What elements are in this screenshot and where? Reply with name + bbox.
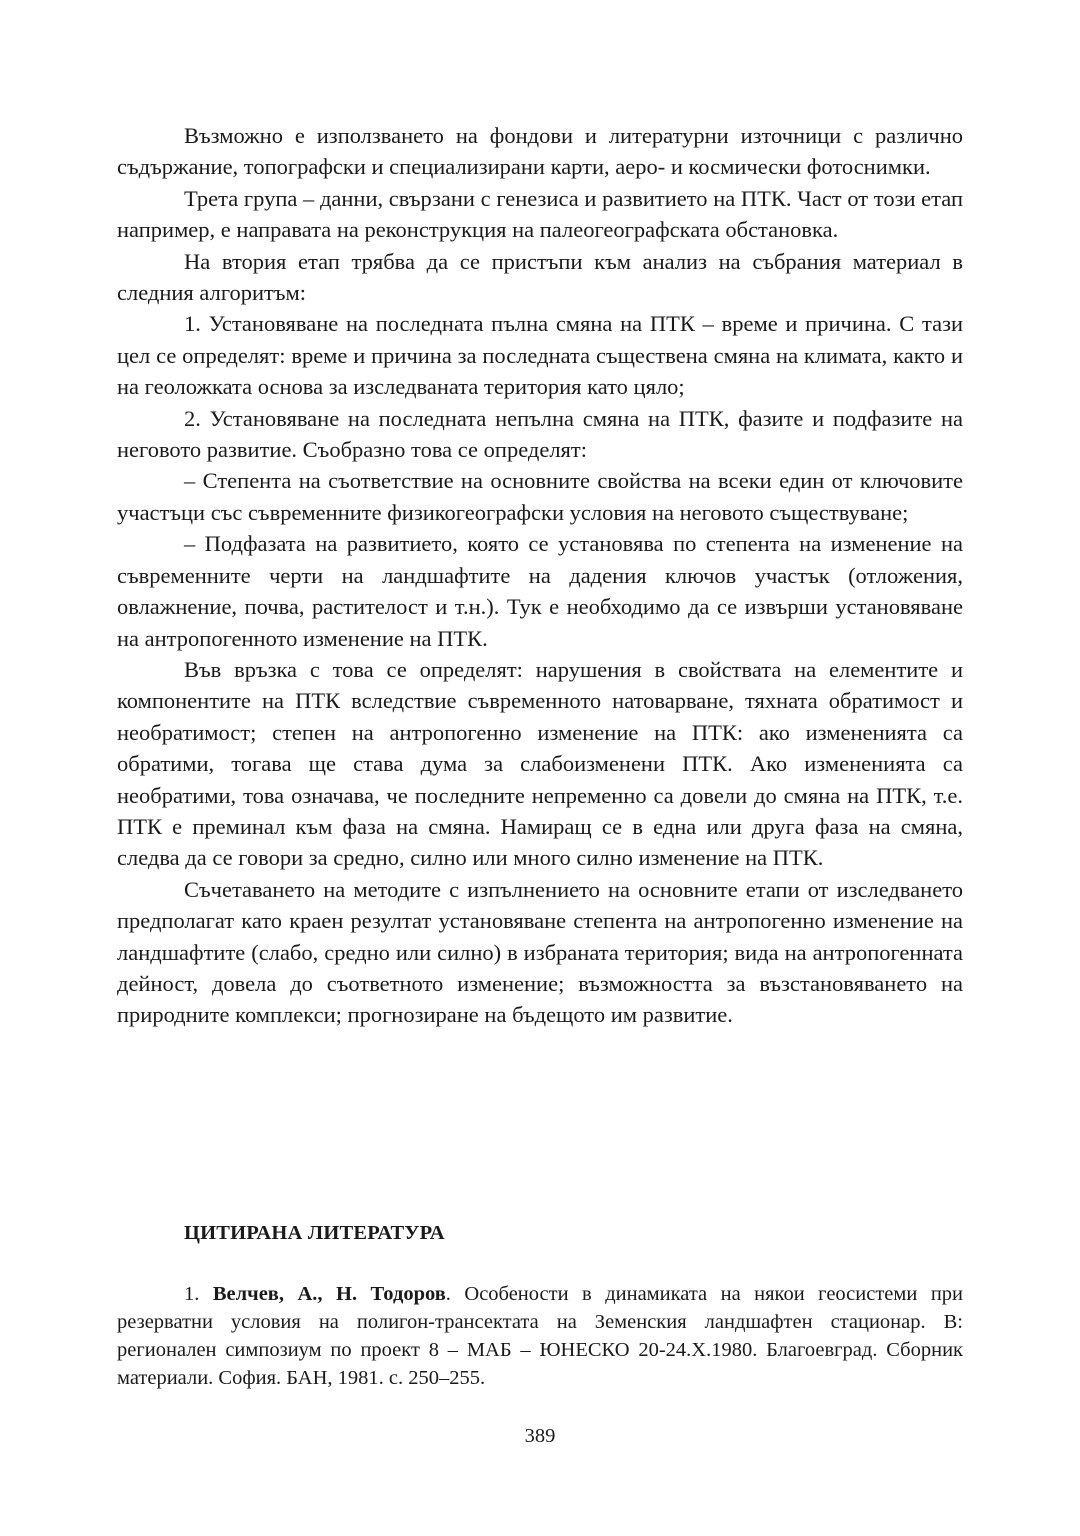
body-text <box>117 120 963 1031</box>
reference-text: . Особености в динамиката на някои геосистеми при резерватни условия на полигон-трансектата на Земенския ландшафтен стационар. В: регионален симпозиум по проект 8 – МАБ – ЮНЕСКО 20-24.Х.1980. Благоевград. Сборник материали. София. БАН, 1981. с. 250–255. <box>117 1283 964 1389</box>
references-heading: ЦИТИРАНА ЛИТЕРАТУРА <box>184 1222 445 1244</box>
paragraph: 1. Установяване на последната пълна смяна на ПТК – време и причина. С тази цел се определят: време и причина за последната съществена смяна на климата, както и на геоложката основа за изследваната територия като цяло; <box>117 311 963 400</box>
page-number: 389 <box>524 1425 556 1447</box>
paragraph: На втория етап трябва да се пристъпи към анализ на събрания материал в следния алгоритъм: <box>117 248 963 306</box>
reference-item <box>117 1280 963 1392</box>
references-list <box>117 1280 963 1392</box>
paragraph: 2. Установяване на последната непълна смяна на ПТК, фазите и подфазите на неговото развитие. Съобразно това се определят: <box>117 405 963 463</box>
paragraph: Съчетаването на методите с изпълнението на основните етапи от изследването предполагат като краен резултат установяване степента на антропогенно изменение на ландшафтите (слабо, средно или силно) в избраната територия; вида на антропогенната дейност, довела до съответното изменение; възможността за възстановяването на природните комплекси; прогнозиране на бъдещото им развитие. <box>117 876 963 1028</box>
reference-number: 1. <box>184 1283 213 1305</box>
reference-authors: Велчев, А., Н. Тодоров <box>212 1283 446 1305</box>
paragraph: – Степента на съответствие на основните свойства на всеки един от ключовите участъци със съвременните физикогеографски условия на неговото съществуване; <box>117 468 963 525</box>
paragraph: Във връзка с това се определят: нарушения в свойствата на елементите и компонентите на ПТК вследствие съвременното натоварване, тяхната обратимост и необратимост; степен на антропогенно изменение на ПТК: ако измененията са обратими, тогава ще става дума за слабоизменени ПТК. Ако измененията са необратими, това означава, че последните непременно са довели до смяна на ПТК, т.е. ПТК е преминал към фаза на смяна. Намиращ се в една или друга фаза на смяна, следва да се говори за средно, силно или много силно изменение на ПТК. <box>117 656 963 871</box>
paragraph: – Подфазата на развитието, която се установява по степента на изменение на съвременните черти на ландшафтите на дадения ключов участък (отложения, овлажнение, почва, растителост и т.н.). Тук е необходимо да се извърши установяване на антропогенното изменение на ПТК. <box>117 531 963 651</box>
paragraph: Трета група – данни, свързани с генезиса и развитието на ПТК. Част от този етап например, е направата на реконструкция на палеогеографската обстановка. <box>117 185 963 243</box>
paragraph: Възможно е използването на фондови и литературни източници с различно съдържание, топографски и специализирани карти, аеро- и космически фотоснимки. <box>117 123 963 180</box>
